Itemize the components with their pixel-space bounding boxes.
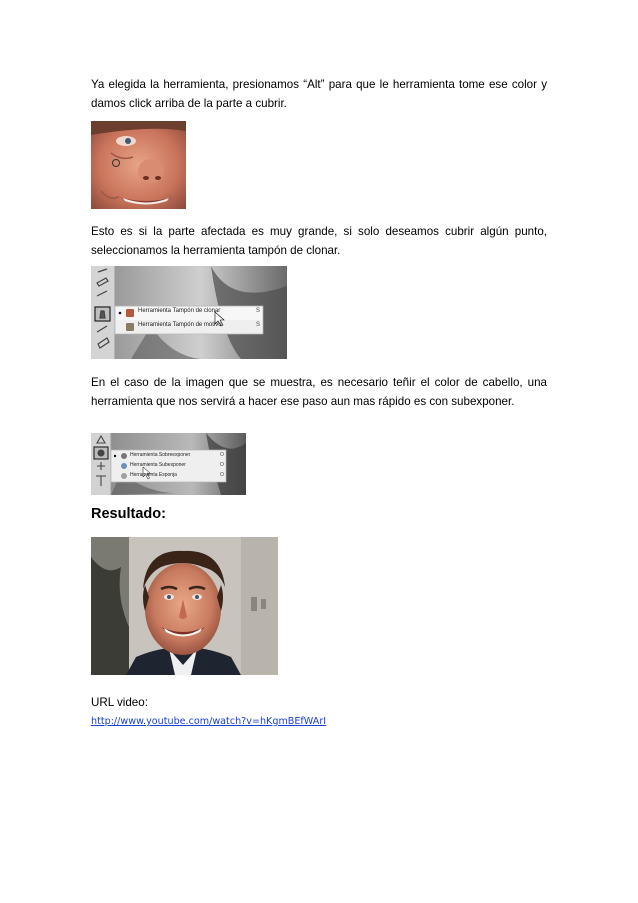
menu-shortcut: O [220, 472, 224, 478]
menu-item-burn[interactable]: Herramienta Subexponer [130, 462, 186, 468]
menu-shortcut: O [220, 452, 224, 458]
paragraph-clone-stamp: Esto es si la parte afectada es muy grande, si solo deseamos cubrir algún punto, seleccionamos la herramienta tampón de clonar. [91, 225, 547, 257]
paragraph-alt-clone: Ya elegida la herramienta, presionamos “Alt” para que le herramienta tome ese color y damos click arriba de la parte a cubrir. [91, 78, 547, 110]
menu-item-sponge[interactable]: Herramienta Esponja [130, 472, 177, 478]
video-url-link[interactable]: http://www.youtube.com/watch?v=hKgmBEfWArI [91, 716, 327, 727]
result-heading: Resultado: [91, 506, 166, 522]
menu-shortcut: O [220, 462, 224, 468]
paragraph-burn-tool: En el caso de la imagen que se muestra, es necesario teñir el color de cabello, una herramienta que nos servirá a hacer ese paso aun mas rápido es con subexponer. [91, 376, 547, 408]
menu-shortcut: S [256, 322, 261, 328]
menu-item-clone-stamp[interactable]: Herramienta Tampón de clonar [138, 308, 221, 314]
menu-item-dodge[interactable]: Herramienta Sobreexponer [130, 452, 191, 458]
menu-item-pattern-stamp[interactable]: Herramienta Tampón de motivo [138, 322, 222, 328]
burn-tool-menu-screenshot [91, 433, 246, 495]
face-closeup-image [91, 121, 186, 209]
clone-stamp-menu-screenshot [91, 266, 287, 359]
result-portrait-image [91, 537, 278, 675]
menu-shortcut: S [256, 308, 261, 314]
url-label: URL video: [91, 696, 148, 709]
